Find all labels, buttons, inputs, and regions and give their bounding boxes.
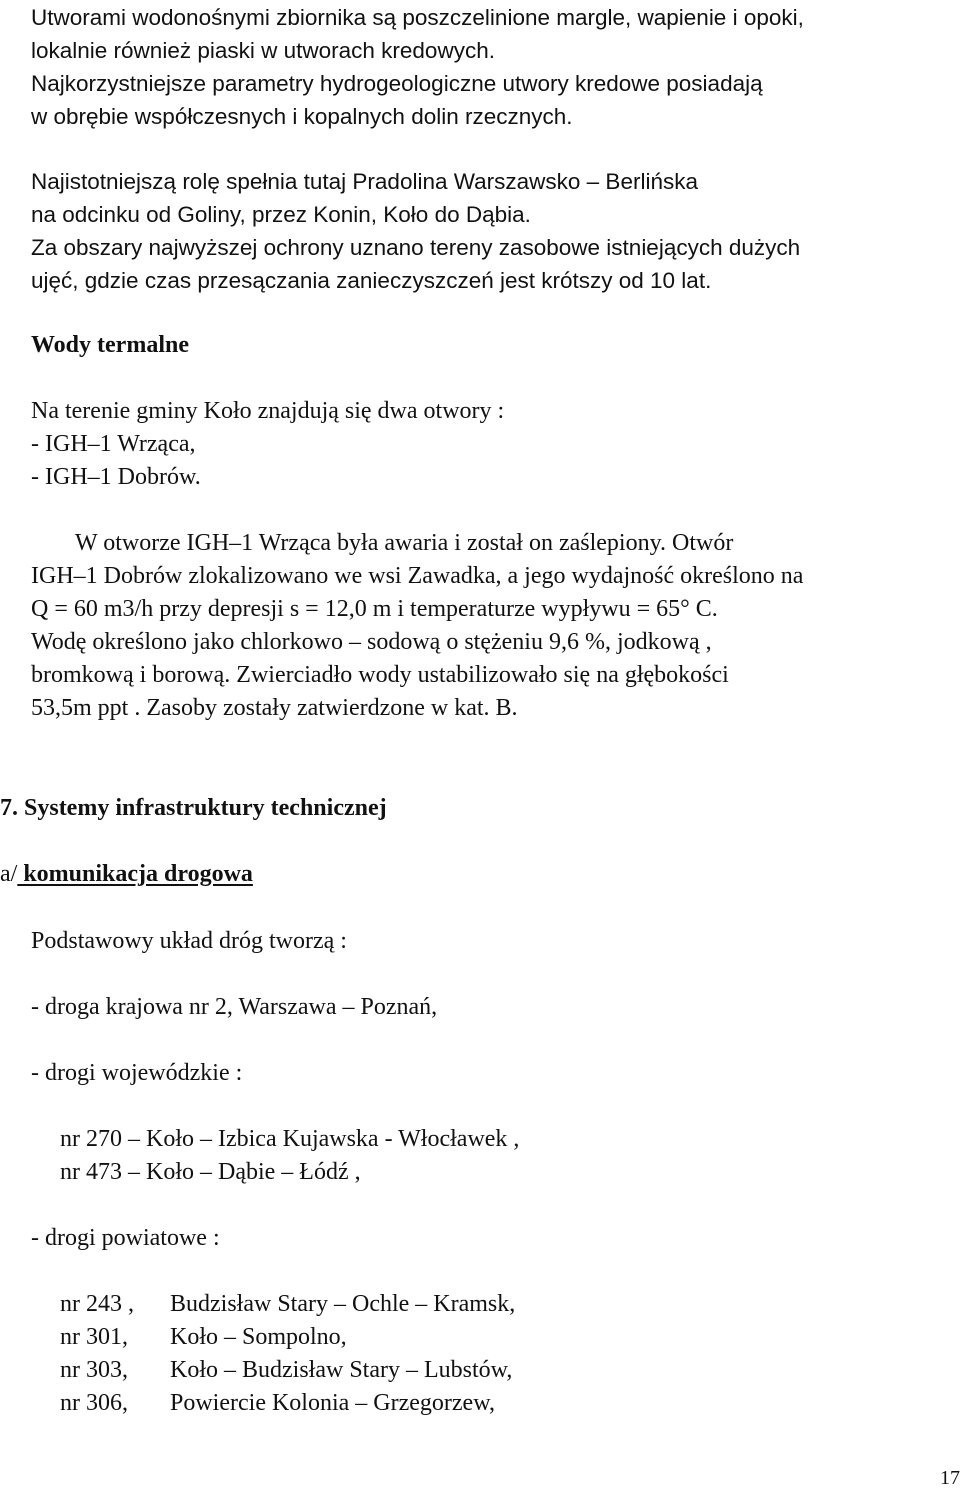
text-line: Q = 60 m3/h przy depresji s = 12,0 m i temperaturze wypływu = 65° C. (31, 596, 718, 622)
subsection-prefix: a/ (0, 861, 18, 887)
text-line: na odcinku od Goliny, przez Konin, Koło do Dąbia. (31, 202, 531, 227)
text-line: Utworami wodonośnymi zbiornika są poszczelinione margle, wapienie i opoki, (31, 5, 804, 30)
roads-intro: Podstawowy układ dróg tworzą : (31, 928, 347, 954)
road-number: nr 243 , (60, 1291, 134, 1317)
list-item: - IGH–1 Wrząca, (31, 431, 196, 457)
text-line: W otworze IGH–1 Wrząca była awaria i został on zaślepiony. Otwór (75, 530, 734, 556)
subsection-title: komunikacja drogowa (17, 861, 253, 887)
voivodeship-road: nr 473 – Koło – Dąbie – Łódź , (60, 1159, 361, 1185)
text-line: lokalnie również piaski w utworach kredowych. (31, 38, 495, 63)
national-road: - droga krajowa nr 2, Warszawa – Poznań, (31, 994, 438, 1020)
text-line: Za obszary najwyższej ochrony uznano tereny zasobowe istniejących dużych (31, 235, 801, 260)
section-heading: 7. Systemy infrastruktury technicznej (0, 795, 387, 821)
text-line: ujęć, gdzie czas przesączania zanieczyszczeń jest krótszy od 10 lat. (31, 268, 712, 293)
road-route: Koło – Budzisław Stary – Lubstów, (170, 1357, 513, 1383)
text-line: bromkową i borową. Zwierciadło wody ustabilizowało się na głębokości (31, 662, 729, 688)
text-line: Najkorzystniejsze parametry hydrogeologiczne utwory kredowe posiadają (31, 71, 763, 96)
voivodeship-roads-label: - drogi wojewódzkie : (31, 1060, 243, 1086)
intro-paragraph (31, 1, 956, 133)
county-road (60, 1354, 512, 1387)
county-road (60, 1321, 347, 1354)
road-route: Powiercie Kolonia – Grzegorzew, (170, 1390, 495, 1416)
county-road (60, 1288, 515, 1321)
county-roads-label: - drogi powiatowe : (31, 1225, 220, 1251)
text-line: Wodę określono jako chlorkowo – sodową o stężeniu 9,6 %, jodkową , (31, 629, 712, 655)
page-number: 17 (940, 1467, 960, 1489)
list-item: - IGH–1 Dobrów. (31, 464, 201, 490)
text-line: Najistotniejszą rolę spełnia tutaj Pradolina Warszawsko – Berlińska (31, 169, 698, 194)
wells-intro: Na terenie gminy Koło znajdują się dwa otwory : (31, 398, 505, 424)
thermal-paragraph (31, 527, 956, 725)
text-line: IGH–1 Dobrów zlokalizowano we wsi Zawadka, a jego wydajność określono na (31, 563, 804, 589)
road-route: Koło – Sompolno, (170, 1324, 347, 1350)
subsection-heading (0, 858, 925, 891)
road-number: nr 303, (60, 1357, 128, 1383)
road-route: Budzisław Stary – Ochle – Kramsk, (170, 1291, 516, 1317)
county-road (60, 1387, 495, 1420)
thermal-heading: Wody termalne (31, 332, 189, 358)
road-number: nr 301, (60, 1324, 128, 1350)
road-number: nr 306, (60, 1390, 128, 1416)
voivodeship-road: nr 270 – Koło – Izbica Kujawska - Włocławek , (60, 1126, 520, 1152)
text-line: 53,5m ppt . Zasoby zostały zatwierdzone w kat. B. (31, 695, 518, 721)
thermal-wells-list (31, 395, 956, 494)
pradolina-paragraph (31, 165, 956, 297)
text-line: w obrębie współczesnych i kopalnych dolin rzecznych. (31, 104, 573, 129)
